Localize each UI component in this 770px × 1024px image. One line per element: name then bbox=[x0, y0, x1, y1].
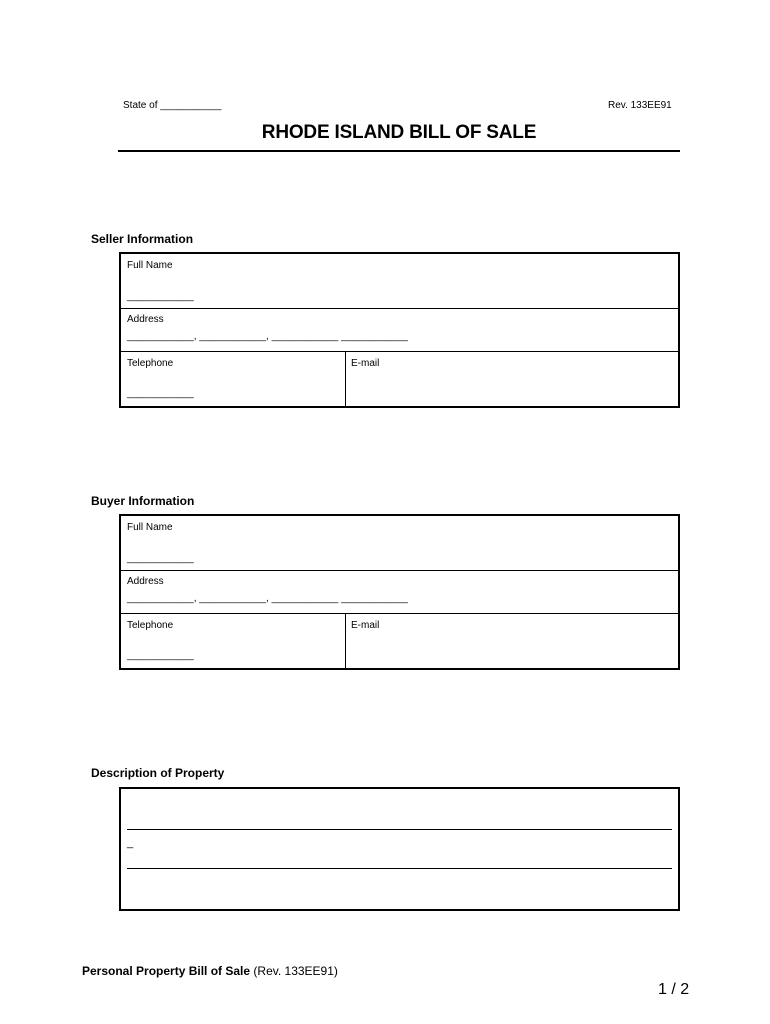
seller-full-name-label: Full Name bbox=[127, 260, 173, 271]
buyer-section-title: Buyer Information bbox=[91, 494, 195, 508]
footer-doc-title: Personal Property Bill of Sale bbox=[82, 964, 251, 978]
seller-address-label: Address bbox=[127, 314, 164, 325]
seller-email-field[interactable] bbox=[347, 366, 678, 406]
description-line-marker: _ bbox=[127, 837, 134, 849]
property-section-title: Description of Property bbox=[91, 766, 225, 780]
buyer-telephone-label: Telephone bbox=[127, 620, 174, 631]
buyer-address-label: Address bbox=[127, 576, 164, 587]
seller-full-name-field[interactable]: ____________ bbox=[127, 291, 194, 302]
buyer-row-divider bbox=[121, 570, 678, 571]
buyer-email-field[interactable] bbox=[347, 628, 678, 668]
buyer-column-divider bbox=[345, 613, 346, 668]
seller-column-divider bbox=[345, 351, 346, 406]
description-line bbox=[127, 868, 672, 869]
footer-document-name bbox=[82, 964, 338, 978]
property-description-box[interactable] bbox=[119, 787, 680, 911]
state-of-field: State of ___________ bbox=[123, 100, 222, 111]
seller-section-title: Seller Information bbox=[91, 232, 194, 246]
buyer-full-name-field[interactable]: ____________ bbox=[127, 553, 194, 564]
title-underline bbox=[118, 150, 680, 152]
revision-label: Rev. 133EE91 bbox=[608, 100, 672, 111]
buyer-email-label: E-mail bbox=[351, 620, 380, 631]
seller-telephone-field[interactable]: ____________ bbox=[127, 388, 194, 399]
page-number: 1 / 2 bbox=[658, 981, 690, 998]
buyer-row-divider bbox=[121, 613, 678, 614]
seller-row-divider bbox=[121, 308, 678, 309]
buyer-telephone-field[interactable]: ____________ bbox=[127, 650, 194, 661]
description-line bbox=[127, 829, 672, 830]
page-title: RHODE ISLAND BILL OF SALE bbox=[261, 122, 537, 143]
seller-telephone-label: Telephone bbox=[127, 358, 174, 369]
seller-info-box bbox=[119, 252, 680, 408]
buyer-info-box bbox=[119, 514, 680, 670]
seller-row-divider bbox=[121, 351, 678, 352]
buyer-address-field[interactable]: ____________, ____________, ____________ ____________ bbox=[127, 593, 408, 604]
buyer-full-name-label: Full Name bbox=[127, 522, 173, 533]
seller-address-field[interactable]: ____________, ____________, ____________ ____________ bbox=[127, 331, 408, 342]
seller-email-label: E-mail bbox=[351, 358, 380, 369]
footer-doc-revision: (Rev. 133EE91) bbox=[253, 964, 338, 978]
